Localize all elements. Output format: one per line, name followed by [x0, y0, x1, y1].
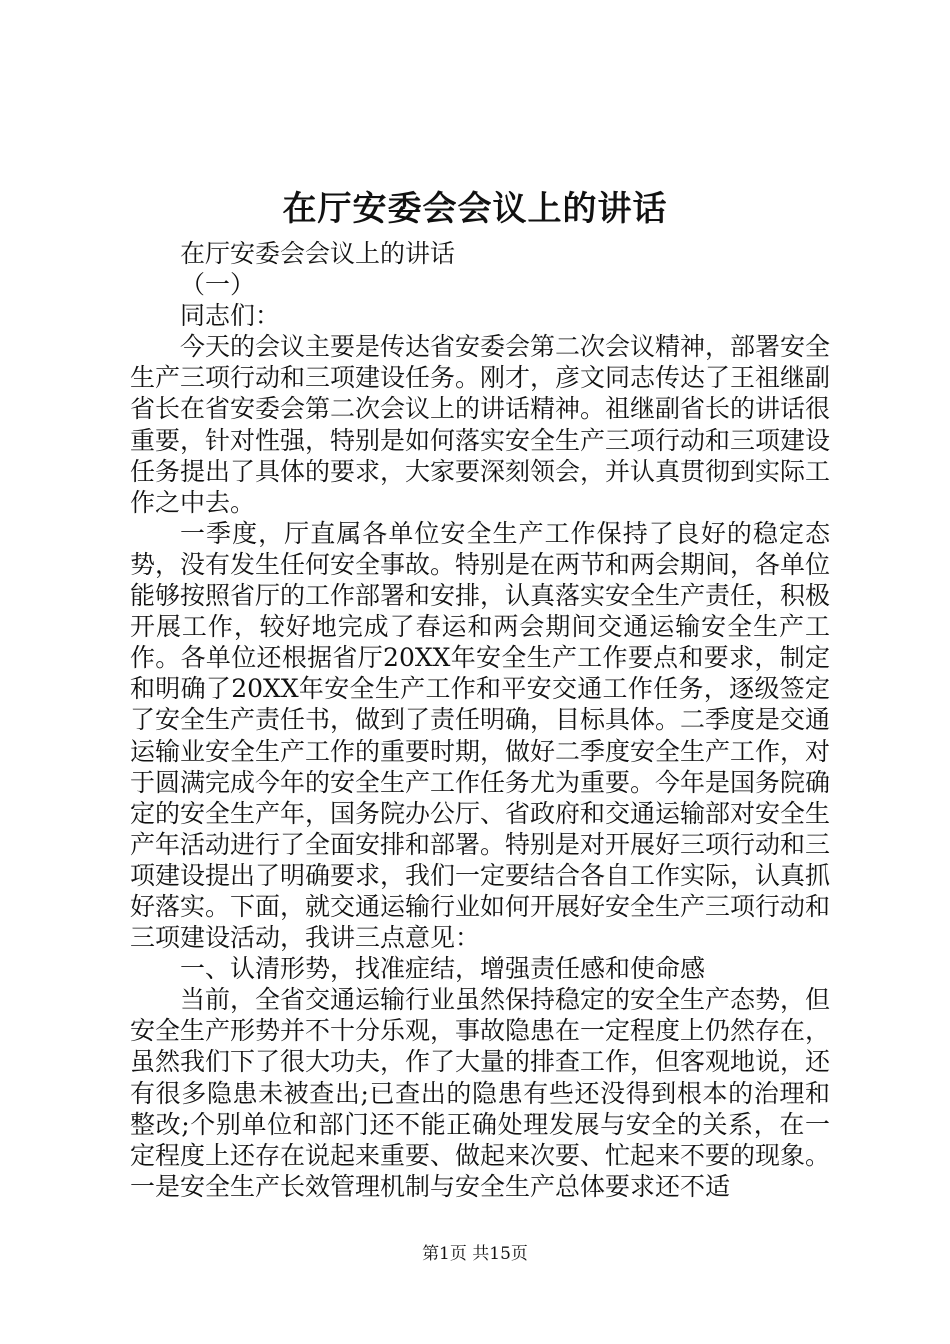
paragraph: 一季度，厅直属各单位安全生产工作保持了良好的稳定态势，没有发生任何安全事故。特别是在两节和两会期间，各单位能够按照省厅的工作部署和安排，认真落实安全生产责任，积极开展工作，较好地完成了春运和两会期间交通运输安全生产工作。各单位还根据省厅20XX年安全生产工作要点和要求，制定和明确了20XX年安全生产工作和平安交通工作任务，逐级签定了安全生产责任书，做到了责任明确，目标具体。二季度是交通运输业安全生产工作的重要时期，做好二季度安全生产工作，对于圆满完成今年的安全生产工作任务尤为重要。今年是国务院确定的安全生产年，国务院办公厅、省政府和交通运输部对安全生产年活动进行了全面安排和部署。特别是对开展好三项行动和三项建设提出了明确要求，我们一定要结合各自工作实际，认真抓好落实。下面，就交通运输行业如何开展好安全生产三项行动和三项建设活动，我讲三点意见： [130, 518, 831, 953]
document-title: 在厅安委会会议上的讲话 [282, 189, 668, 229]
paragraph-salutation: 同志们： [180, 301, 281, 331]
paragraph-subtitle: 在厅安委会会议上的讲话 [180, 239, 456, 268]
section-heading: 一、认清形势，找准症结，增强责任感和使命感 [180, 954, 706, 984]
paragraph: 今天的会议主要是传达省安委会第二次会议精神，部署安全生产三项行动和三项建设任务。刚才，彦文同志传达了王祖继副省长在省安委会第二次会议上的讲话精神。祖继副省长的讲话很重要，针对性强，特别是如何落实安全生产三项行动和三项建设任务提出了具体的要求，大家要深刻领会，并认真贯彻到实际工作之中去。 [130, 332, 831, 517]
paragraph-section-number: （一） [180, 270, 256, 300]
page-footer: 第1页 共15页 [422, 1244, 528, 1264]
document-body [130, 238, 830, 1202]
paragraph: 当前，全省交通运输行业虽然保持稳定的安全生产态势，但安全生产形势并不十分乐观，事故隐患在一定程度上仍然存在，虽然我们下了很大功夫，作了大量的排查工作，但客观地说，还有很多隐患未被查出;已查出的隐患有些还没得到根本的治理和整改;个别单位和部门还不能正确处理发展与安全的关系，在一定程度上还存在说起来重要、做起来次要、忙起来不要的现象。一是安全生产长效管理机制与安全生产总体要求还不适 [130, 985, 831, 1201]
